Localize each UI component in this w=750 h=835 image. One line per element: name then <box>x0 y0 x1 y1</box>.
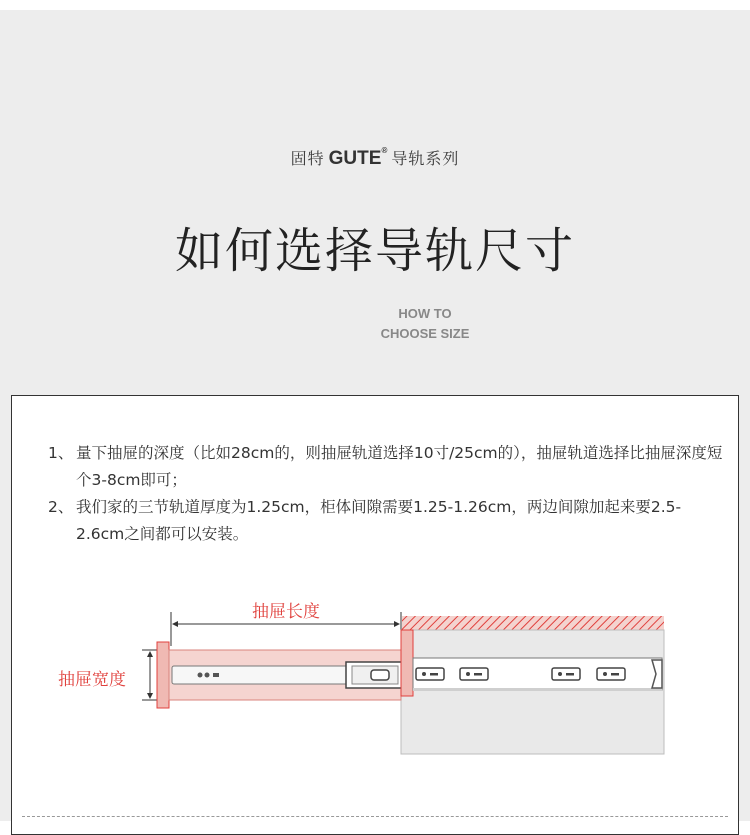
subtitle-line-2: CHOOSE SIZE <box>380 326 470 341</box>
outer-rail-lip <box>413 688 662 691</box>
note-text: 我们家的三节轨道厚度为1.25cm，柜体间隙需要1.25-1.26cm，两边间隙加起来要2.5-2.6cm之间都可以安装。 <box>76 498 682 543</box>
length-label: 抽屉长度 <box>252 602 320 622</box>
length-arrow-left <box>172 621 178 627</box>
width-arrow-top <box>147 651 153 657</box>
note-item <box>48 440 728 494</box>
top-band <box>0 0 750 10</box>
brand-prefix: 固特 <box>290 149 325 168</box>
cabinet-body <box>401 630 664 754</box>
cabinet-front-panel <box>401 630 413 696</box>
width-label: 抽屉宽度 <box>58 670 126 690</box>
notes-list <box>48 440 728 548</box>
registered-mark: ® <box>381 146 388 155</box>
cabinet-top-hatch <box>402 616 664 630</box>
brand-logo <box>329 148 388 169</box>
subtitle-line-1: HOW TO <box>398 306 452 321</box>
rail-bearing <box>371 670 389 680</box>
brand-logo-text: GUTE <box>328 148 382 169</box>
width-arrow-bottom <box>147 693 153 699</box>
length-arrow-right <box>394 621 400 627</box>
rail-slot <box>213 673 219 677</box>
brand-line <box>0 146 750 170</box>
rail-hole <box>198 673 203 678</box>
note-text: 量下抽屉的深度（比如28cm的，则抽屉轨道选择10寸/25cm的），抽屉轨道选择比抽屉深度短个3-8cm即可； <box>76 444 723 489</box>
rail-hole <box>205 673 210 678</box>
note-number: 2、 <box>48 498 74 516</box>
note-number: 1、 <box>48 444 74 462</box>
note-item <box>48 494 728 548</box>
drawer-front-panel <box>157 642 169 708</box>
brand-suffix: 导轨系列 <box>391 149 460 168</box>
page-title: 如何选择导轨尺寸 <box>174 223 575 279</box>
bottom-dashed-divider <box>22 816 728 817</box>
subtitle-en <box>360 304 490 344</box>
instruction-card <box>11 395 739 835</box>
